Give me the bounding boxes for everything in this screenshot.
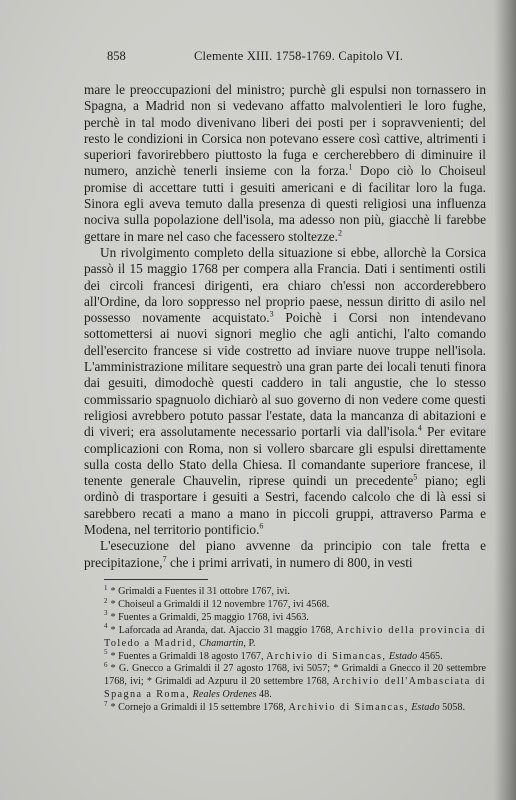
footnote-ref: 5 [413,472,418,482]
footnotes [104,583,487,715]
footnote-archive: Archivio di Simancas, [288,702,409,714]
paragraph-text: piano; egli ordinò di trasportare i gesuiti a Sestri, facendo calcolo che di là essi si sarebbero recati a mano a mano in piccoli gruppi, attraverso Parma e Modena, nel territorio pontificio. [84,473,487,538]
footnote-separator [104,579,208,580]
footnote-ref: 1 [348,163,353,173]
paragraph-text: Dopo ciò lo Choiseul promise di accettare tutti i gesuiti americani e di facilitar loro la fuga. Sinora egli aveva temuto dalla presenza di questi religiosi una influenza nociva sulla popolazione dell'isola, ma adesso non più, giacchè li farebbe gettare in mare nel caso che facessero stoltezze. [84,163,486,244]
paragraph-text: mare le preoccupazioni del ministro; purchè gli espulsi non tornassero in Spagna, a Madrid non si vedevano affatto malvolentieri le loro fughe, perchè in tal modo divenivano liberi dei posti per i sopravvenienti; del resto le condizioni in Corsica non potevano essere così cattive, altrimenti i superiori favorirebbero piuttosto la fuga e cercherebbero di diminuire il numero, anzichè tenerli insieme con la forza. [84,82,486,179]
footnote [104,648,486,664]
page-number: 858 [107,49,126,63]
footnote [104,699,486,715]
footnote-text: * Fuentes a Grimaldi, 25 maggio 1768, ivi 4563. [110,611,309,623]
footnote-tail: , P. [243,637,256,649]
footnote-ref: 2 [337,228,342,238]
footnote [104,663,486,702]
footnote-text: * Fuentes a Grimaldi 18 agosto 1767, [110,650,267,662]
paragraph-text: che i primi arrivati, in numero di 800, in vesti [166,554,413,570]
footnote-text: * Laforcada ad Aranda, dat. Ajaccio 31 maggio 1768, [110,624,337,636]
footnote-archive: Archivio di Simancas, [266,650,387,662]
footnote-number: 4 [104,622,108,631]
paragraph [84,538,486,571]
footnote-number: 3 [104,609,108,618]
footnote [104,583,486,599]
footnote-italic: Estado [411,702,440,714]
paragraph [84,245,486,538]
paragraph [84,82,486,245]
footnote-ref: 7 [162,554,167,564]
footnote-text: * Grimaldi a Fuentes il 31 ottobre 1767, ivi. [110,586,290,597]
footnote-number: 6 [104,661,108,670]
footnote-archive: Archivio dell'Ambasciata di Spagna a Roma, [104,676,487,701]
footnote-tail: 48. [256,689,272,701]
footnote-number: 2 [104,596,108,605]
paragraph-text: Per evitare complicazioni con Roma, non si vollero sbarcare gli espulsi direttamente sulla costa dello Stato della Chiesa. Il comandante superiore francese, il tenente generale Chauvelin, riprese quindi un precedente [84,424,486,489]
footnote-text: * Cornejo a Grimaldi il 15 settembre 1768, [110,702,289,714]
footnote [104,622,486,651]
paragraph-text: L'esecuzione del piano avvenne da principio con tale fretta e precipitazione, [84,538,486,570]
footnote-tail: 5058. [439,702,466,714]
page-header [84,49,484,65]
footnote-italic: Chamartin [199,637,244,649]
footnote-archive: Archivio della provincia di Toledo a Madrid, [104,624,486,649]
footnote-ref: 6 [259,521,264,531]
footnote-text: * Choiseul a Grimaldi il 12 novembre 1767, ivi 4568. [110,598,330,610]
footnote-tail: 4565. [417,650,443,662]
footnote-ref: 4 [417,423,422,433]
footnote-ref: 3 [269,309,274,319]
footnote-number: 5 [104,648,108,657]
footnote-text: * G. Gnecco a Grimaldi il 27 agosto 1768, ivi 5057; * Grimaldi a Gnecco il 20 settembre 1768, ivi; * Grimaldi ad Azpuru il 20 settembre 1768, [104,663,486,688]
footnote-number: 7 [104,699,108,708]
paragraph-text: Un rivolgimento completo della situazione si ebbe, allorchè la Corsica passò il 15 maggio 1768 per compera alla Francia. Dati i sentimenti ostili dei circoli francesi dirigenti, era chiaro ch'essi non accorderebbero all'Ordine, da loro soppresso nel proprio paese, nessun diritto di asilo nel possesso novamente acquistato. [84,244,486,326]
footnote-italic: Reales Ordenes [192,689,257,701]
footnote [104,596,486,612]
running-head: Clemente XIII. 1758-1769. Capitolo VI. [194,49,404,63]
footnote [104,609,486,625]
footnote-number: 1 [104,583,108,592]
paragraph-text: Poichè i Corsi non intendevano sottomettersi ai nuovi signori meglio che agli antichi, l'alto comando dell'esercito francese si vide costretto ad inviare nuove truppe nell'isola. L'amministrazione militare sequestrò una gran parte dei locali tenuti finora dai gesuiti, dimodochè questi caddero in tali angustie, che lo stesso commissario spagnuolo dichiarò al suo governo di non vedere come questi religiosi avrebbero potuto passar l'estate, data la mancanza di abitazioni e di viveri; era assolutamente necessario portarli via dall'isola. [84,310,487,440]
footnote-italic: Estado [388,650,418,662]
body-text [84,82,486,571]
